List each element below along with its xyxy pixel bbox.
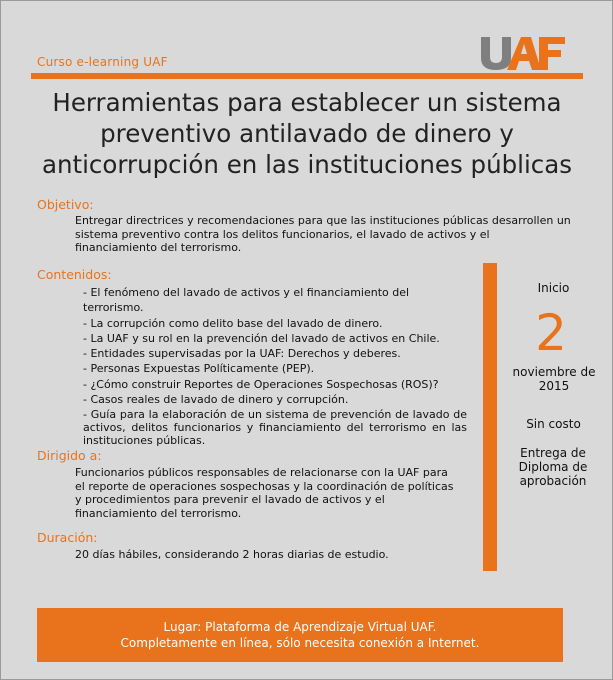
location-banner [37,608,563,662]
list-item: - La corrupción como delito base del lavado de dinero. [83,316,383,330]
header-rule [31,73,583,79]
uaf-logo [477,35,567,71]
contenidos-list [83,285,467,447]
list-item: - Guía para la elaboración de un sistema de prevención de lavado de activos, delitos funcionarios y financiamiento del terrorismo en las instituciones públicas. [83,408,467,447]
cost-label: Sin costo [526,417,581,431]
title-line-1: Herramientas para establecer un sistema [52,88,562,117]
location-line-2: Completamente en línea, sólo necesita conexión a Internet. [120,636,480,650]
title-line-2: preventivo antilavado de dinero y [100,119,514,148]
list-item: - Casos reales de lavado de dinero y corrupción. [83,393,349,407]
page-title [27,87,587,180]
dirigido-text: Funcionarios públicos responsables de relacionarse con la UAF para el reporte de operaciones sospechosas y la coordinación de políticas y procedimientos para prevenir el lavado de activos y el financiamiento del terrorismo. [75,466,454,520]
objetivo-heading: Objetivo: [37,197,94,212]
list-item: - La UAF y su rol en la prevención del lavado de activos en Chile. [83,331,440,345]
list-item: - ¿Cómo construir Reportes de Operaciones Sospechosas (ROS)? [83,377,439,391]
sidebar-accent-bar [483,263,497,571]
contenidos-heading: Contenidos: [37,267,112,282]
list-item: - El fenómeno del lavado de activos y el financiamiento del terrorismo. [83,286,410,315]
title-line-3: anticorrupción en las instituciones públicas [41,150,573,179]
duracion-text: 20 días hábiles, considerando 2 horas diarias de estudio. [75,548,389,561]
location-line-1: Lugar: Plataforma de Aprendizaje Virtual UAF. [163,620,437,634]
diploma-label: Entrega de Diploma de aprobación [518,446,588,488]
dirigido-heading: Dirigido a: [37,448,102,463]
inicio-label: Inicio [537,281,570,295]
duracion-heading: Duración: [37,530,98,545]
course-label: Curso e-learning UAF [37,55,168,69]
list-item: - Entidades supervisadas por la UAF: Derechos y deberes. [83,347,401,361]
start-month-year: noviembre de 2015 [512,365,596,393]
list-item: - Personas Expuestas Políticamente (PEP). [83,362,315,376]
start-day: 2 [535,304,567,362]
objetivo-text: Entregar directrices y recomendaciones para que las instituciones públicas desarrollen un sistema preventivo contra los delitos funcionarios, el lavado de activos y el financiamiento del terrorismo. [75,214,571,254]
